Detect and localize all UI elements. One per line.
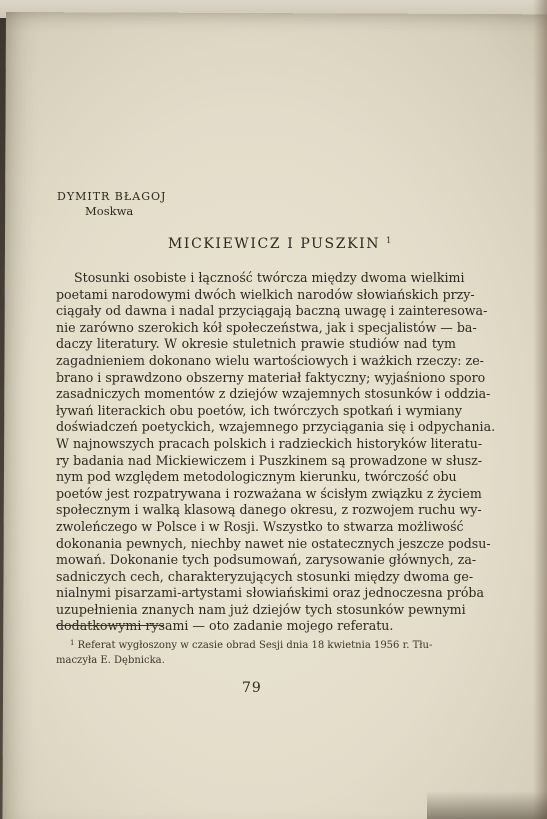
body-line: zasadniczych momentów z dziejów wzajemnych stosunków i oddzia-: [56, 386, 491, 402]
footnote-line-2: maczyła E. Dębnicka.: [56, 655, 165, 666]
body-line: brano i sprawdzono obszerny materiał faktyczny; wyjaśniono sporo: [56, 369, 486, 385]
article-title-text: MICKIEWICZ I PUSZKIN: [168, 236, 381, 252]
body-line: ciągały od dawna i nadal przyciągają baczną uwagę i zainteresowa-: [56, 303, 488, 319]
body-line: sadniczych cech, charakteryzujących stosunki między dwoma ge-: [56, 568, 474, 584]
body-line: dodatkowymi rysami — oto zadanie mojego referatu.: [56, 618, 394, 634]
body-line: zagadnieniem dokonano wielu wartościowych i ważkich rzeczy: ze-: [56, 352, 484, 368]
body-line: mowań. Dokonanie tych podsumowań, zarysowanie głównych, za-: [56, 552, 477, 568]
body-line: Stosunki osobiste i łączność twórcza między dwoma wielkimi: [74, 270, 465, 285]
body-text: [56, 270, 496, 635]
body-line: doświadczeń poetyckich, wzajemnego przyciągania się i odpychania.: [56, 419, 496, 435]
page-number: 79: [242, 680, 262, 696]
body-line: W najnowszych pracach polskich i radzieckich historyków literatu-: [56, 435, 483, 451]
title-footnote-mark: 1: [386, 236, 392, 245]
footnote: [56, 636, 458, 668]
page-edge-shadow: [533, 0, 547, 819]
body-line: uzupełnienia znanych nam już dziejów tych stosunków pewnymi: [56, 601, 466, 617]
author-city: Moskwa: [85, 204, 134, 218]
footnote-line-1: [70, 636, 458, 653]
body-line: daczy literatury. W okresie stuletnich prawie studiów nad tym: [56, 336, 456, 352]
body-line: zwoleńczego w Polsce i w Rosji. Wszystko to stwarza możliwość: [56, 518, 464, 534]
body-line: nie zarówno szerokich kół społeczeństwa, jak i specjalistów — ba-: [56, 319, 477, 335]
body-line: poetów jest rozpatrywana i rozważana w ścisłym związku z życiem: [56, 485, 482, 501]
article-title: [168, 232, 391, 253]
body-line: społecznym i walką klasową danego okresu, z rozwojem ruchu wy-: [56, 502, 482, 518]
body-line: nialnymi pisarzami-artystami słowiańskimi oraz jednoczesna próba: [56, 585, 485, 601]
footnote-mark: 1: [70, 639, 75, 647]
author-name: DYMITR BŁAGOJ: [57, 190, 167, 203]
body-line: ry badania nad Mickiewiczem i Puszkinem są prowadzone w słusz-: [56, 452, 483, 468]
author-block: [57, 190, 166, 218]
body-line: dokonania pewnych, niechby nawet nie ostatecznych jeszcze podsu-: [56, 535, 491, 551]
footnote-text-1: Referat wygłoszony w czasie obrad Sesji dnia 18 kwietnia 1956 r. Tłu-: [77, 640, 433, 651]
body-line: ływań literackich obu poetów, ich twórczych spotkań i wymiany: [56, 402, 463, 418]
body-line: poetami narodowymi dwóch wielkich narodów słowiańskich przy-: [56, 286, 475, 302]
body-line: nym pod względem metodologicznym kierunku, twórczość obu: [56, 469, 457, 485]
footnote-rule: [56, 625, 164, 626]
page-corner-shadow: [427, 791, 547, 819]
